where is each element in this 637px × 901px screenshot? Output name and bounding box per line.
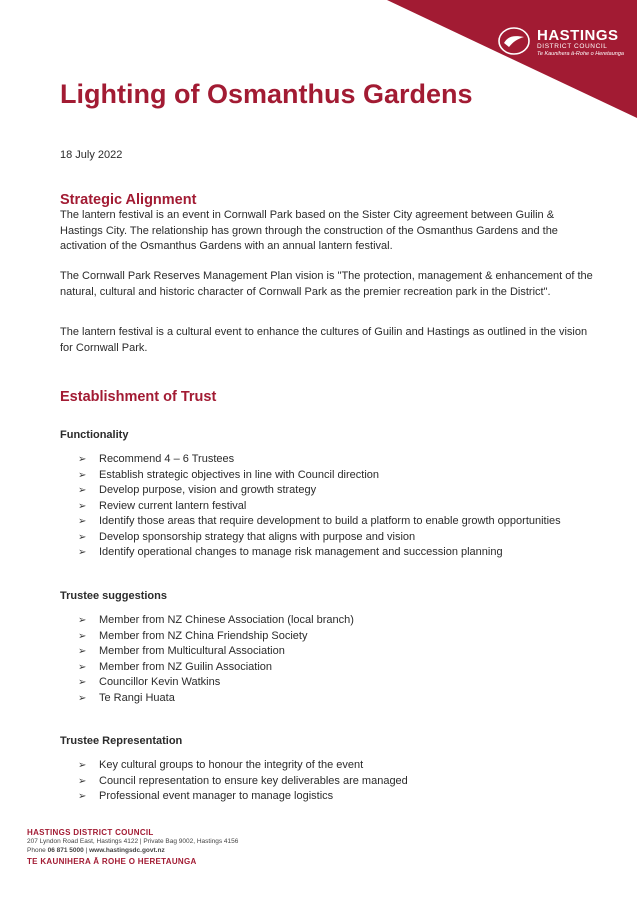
list-item-text: Key cultural groups to honour the integrity of the event [99, 759, 364, 771]
representation-heading: Trustee Representation [60, 735, 183, 747]
arrow-bullet-icon: ➢ [78, 630, 87, 642]
logo-tagline: Te Kaunihera ā-Rohe o Heretaunga [537, 51, 624, 57]
logo-name: HASTINGS [537, 27, 619, 44]
arrow-bullet-icon: ➢ [78, 485, 87, 496]
list-item [78, 499, 561, 515]
list-item [78, 613, 354, 629]
footer-maori-name: TE KAUNIHERA Ā ROHE O HERETAUNGA [27, 857, 197, 866]
arrow-bullet-icon: ➢ [78, 661, 87, 673]
list-item [78, 530, 561, 546]
trust-heading: Establishment of Trust [60, 389, 217, 405]
arrow-bullet-icon: ➢ [78, 454, 87, 465]
list-item-text: Identify those areas that require development to build a platform to enable growth opportunities [99, 515, 561, 527]
footer-contact [27, 846, 238, 855]
footer-org-name: HASTINGS DISTRICT COUNCIL [27, 828, 154, 837]
arrow-bullet-icon: ➢ [78, 516, 87, 527]
list-item-text: Recommend 4 – 6 Trustees [99, 453, 235, 465]
list-item [78, 452, 561, 468]
strategic-paragraph-2: The Cornwall Park Reserves Management Plan vision is "The protection, management & enhancement of the natural, cultural and historic character of Cornwall Park as the premier recreation park in the District". [60, 270, 593, 298]
strategic-vision-block [60, 269, 597, 300]
strategic-alignment-section [60, 192, 597, 255]
arrow-bullet-icon: ➢ [78, 615, 87, 626]
list-item [78, 644, 354, 660]
representation-list [78, 758, 408, 805]
list-item-text: Establish strategic objectives in line with Council direction [99, 468, 380, 481]
arrow-bullet-icon: ➢ [78, 547, 87, 558]
list-item [78, 514, 561, 530]
list-item-text: Professional event manager to manage logistics [99, 790, 334, 802]
suggestions-list [78, 613, 354, 706]
list-item [78, 660, 354, 676]
strategic-paragraph-1: The lantern festival is an event in Cornwall Park based on the Sister City agreement between Guilin & Hastings City. The relationship has grown through the construction of the Osmanthus Gardens and the activation of the Osmanthus Gardens with an annual lantern festival. [60, 209, 558, 252]
footer-phone-label: Phone [27, 847, 46, 854]
list-item [78, 468, 561, 484]
representation-heading-block [60, 735, 597, 747]
footer-phone: 06 871 5000 [47, 847, 84, 854]
list-item [78, 545, 561, 561]
list-item-text: Member from NZ Chinese Association (local branch) [99, 614, 354, 626]
list-item-text: Review current lantern festival [99, 499, 247, 512]
list-item-text: Councillor Kevin Watkins [99, 676, 221, 688]
logo-subtitle: DISTRICT COUNCIL [537, 43, 608, 50]
strategic-cultural-block [60, 325, 597, 356]
arrow-bullet-icon: ➢ [78, 646, 87, 657]
functionality-heading: Functionality [60, 429, 129, 441]
list-item [78, 774, 408, 790]
list-item [78, 758, 408, 774]
arrow-bullet-icon: ➢ [78, 469, 87, 481]
page-title: Lighting of Osmanthus Gardens [60, 79, 473, 109]
list-item-text: Develop purpose, vision and growth strategy [99, 484, 317, 496]
arrow-bullet-icon: ➢ [78, 500, 87, 512]
suggestions-heading-block [60, 590, 597, 602]
hastings-logo-icon [497, 26, 531, 56]
list-item [78, 675, 354, 691]
list-item-text: Member from Multicultural Association [99, 645, 285, 657]
list-item-text: Develop sponsorship strategy that aligns with purpose and vision [99, 530, 416, 543]
trust-section-heading [60, 389, 597, 405]
strategic-heading: Strategic Alignment [60, 192, 197, 208]
strategic-paragraph-3: The lantern festival is a cultural event to enhance the cultures of Guilin and Hastings as outlined in the vision for Cornwall Park. [60, 326, 588, 354]
list-item [78, 629, 354, 645]
list-item [78, 483, 561, 499]
list-item-text: Council representation to ensure key deliverables are managed [99, 774, 408, 787]
footer-address: 207 Lyndon Road East, Hastings 4122 | Private Bag 9002, Hastings 4156 [27, 838, 239, 845]
functionality-list [78, 452, 561, 561]
footer-website-link[interactable]: www.hastingsdc.govt.nz [89, 847, 165, 854]
arrow-bullet-icon: ➢ [78, 677, 87, 688]
arrow-bullet-icon: ➢ [78, 692, 87, 704]
footer [27, 828, 238, 866]
list-item [78, 691, 354, 707]
list-item-text: Member from NZ China Friendship Society [99, 629, 308, 642]
list-item-text: Member from NZ Guilin Association [99, 660, 272, 673]
arrow-bullet-icon: ➢ [78, 775, 87, 787]
suggestions-heading: Trustee suggestions [60, 590, 167, 602]
arrow-bullet-icon: ➢ [78, 531, 87, 543]
list-item-text: Identify operational changes to manage risk management and succession planning [99, 546, 503, 558]
list-item-text: Te Rangi Huata [99, 691, 175, 704]
document-date: 18 July 2022 [60, 149, 123, 161]
arrow-bullet-icon: ➢ [78, 760, 87, 771]
arrow-bullet-icon: ➢ [78, 791, 87, 802]
logo [537, 28, 624, 58]
functionality-heading-block [60, 429, 597, 441]
footer-separator: | [85, 847, 88, 854]
list-item [78, 789, 408, 805]
